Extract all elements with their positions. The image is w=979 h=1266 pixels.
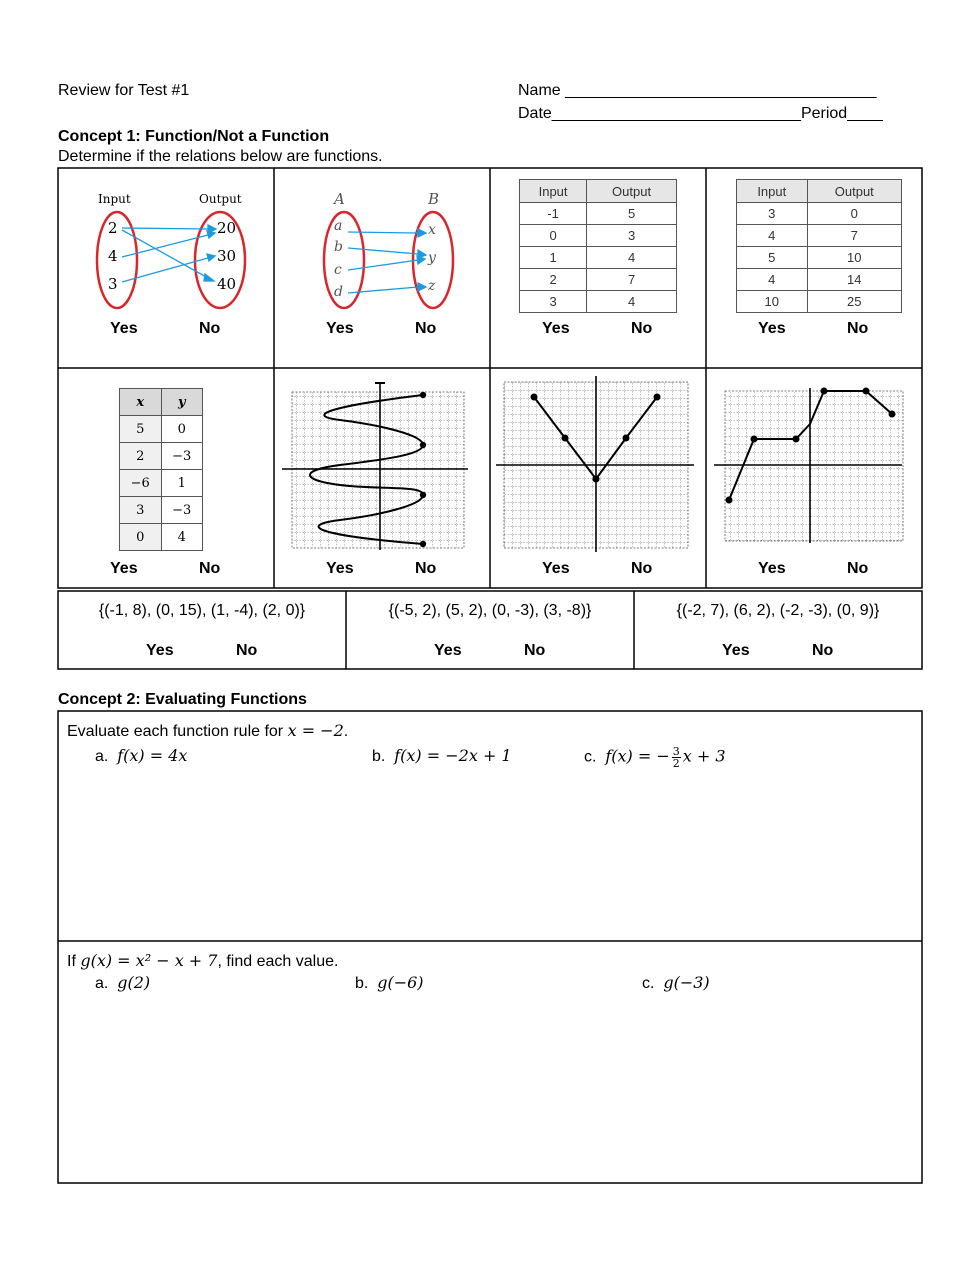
map1-output-label: Output bbox=[199, 192, 242, 206]
answer-no[interactable]: No bbox=[631, 560, 653, 577]
answer-no[interactable]: No bbox=[199, 560, 221, 577]
table3-cell: 0 bbox=[161, 416, 203, 443]
map2-range-label: B bbox=[428, 190, 440, 208]
map2-input-2: c bbox=[334, 262, 342, 278]
graph-wave bbox=[280, 380, 470, 552]
fraction-numerator: 3 bbox=[672, 745, 680, 758]
answer-yes[interactable]: Yes bbox=[326, 320, 354, 337]
table2-cell: 10 bbox=[737, 291, 808, 313]
evaluate-prompt-math: x = −2 bbox=[287, 721, 344, 740]
table-2 bbox=[736, 179, 902, 313]
problem-2a-label: a. bbox=[95, 975, 109, 992]
problem-1c-label: c. bbox=[584, 748, 597, 766]
answer-area-part2[interactable] bbox=[60, 1000, 920, 1180]
map1-output-2: 40 bbox=[217, 275, 237, 293]
answer-yes[interactable]: Yes bbox=[542, 560, 570, 577]
problem-1a-expr: f(x) = 4x bbox=[117, 746, 188, 765]
table2-cell: 4 bbox=[737, 269, 808, 291]
answer-yes[interactable]: Yes bbox=[758, 320, 786, 337]
answer-no[interactable]: No bbox=[415, 320, 437, 337]
table3-cell: −3 bbox=[161, 443, 203, 470]
answer-no[interactable]: No bbox=[812, 642, 834, 659]
table2-header-input: Input bbox=[737, 180, 808, 203]
table3-cell: 2 bbox=[120, 443, 162, 470]
table2-cell: 14 bbox=[807, 269, 901, 291]
table1-cell: 3 bbox=[587, 225, 677, 247]
mapping-diagram-1 bbox=[62, 180, 272, 310]
answer-yes[interactable]: Yes bbox=[110, 560, 138, 577]
table1-cell: 7 bbox=[587, 269, 677, 291]
map1-input-0: 2 bbox=[108, 219, 118, 237]
table1-header-input: Input bbox=[520, 180, 587, 203]
g-prompt-end: , find each value. bbox=[217, 953, 339, 970]
problem-1c-expr-left: f(x) = − bbox=[605, 746, 670, 766]
answer-no[interactable]: No bbox=[415, 560, 437, 577]
graph-v-shape bbox=[496, 374, 696, 554]
name-line[interactable]: Name ___________________________________ bbox=[518, 82, 877, 99]
table3-cell: 0 bbox=[120, 524, 162, 551]
map1-output-0: 20 bbox=[217, 219, 237, 237]
answer-no[interactable]: No bbox=[631, 320, 653, 337]
date-period-line[interactable]: Date____________________________Period____ bbox=[518, 105, 883, 122]
answer-no[interactable]: No bbox=[524, 642, 546, 659]
table-1 bbox=[519, 179, 677, 313]
mapping-diagram-2 bbox=[278, 180, 488, 310]
table1-cell: 3 bbox=[520, 291, 587, 313]
map1-input-1: 4 bbox=[108, 247, 118, 265]
answer-yes[interactable]: Yes bbox=[542, 320, 570, 337]
table2-cell: 3 bbox=[737, 203, 808, 225]
evaluate-prompt-text: Evaluate each function rule for bbox=[67, 723, 288, 740]
table2-cell: 5 bbox=[737, 247, 808, 269]
table2-header-output: Output bbox=[807, 180, 901, 203]
problem-2c-label: c. bbox=[642, 975, 655, 992]
table3-cell: 1 bbox=[161, 470, 203, 497]
g-prompt bbox=[67, 951, 338, 971]
table2-cell: 7 bbox=[807, 225, 901, 247]
problem-1b-expr: f(x) = −2x + 1 bbox=[394, 746, 512, 765]
concept1-instructions: Determine if the relations below are functions. bbox=[58, 148, 383, 165]
table1-cell: 1 bbox=[520, 247, 587, 269]
problem-1b-label: b. bbox=[372, 748, 386, 765]
table1-cell: 4 bbox=[587, 247, 677, 269]
map1-output-1: 30 bbox=[217, 247, 237, 265]
map2-input-3: d bbox=[334, 284, 343, 300]
problem-2b-label: b. bbox=[355, 975, 369, 992]
problem-1a bbox=[95, 746, 187, 766]
table2-cell: 0 bbox=[807, 203, 901, 225]
table2-cell: 10 bbox=[807, 247, 901, 269]
worksheet-title: Review for Test #1 bbox=[58, 82, 190, 99]
table2-cell: 25 bbox=[807, 291, 901, 313]
table3-cell: −3 bbox=[161, 497, 203, 524]
relation-set-3: {(-2, 7), (6, 2), (-2, -3), (0, 9)} bbox=[676, 602, 880, 619]
answer-no[interactable]: No bbox=[199, 320, 221, 337]
problem-2a bbox=[95, 973, 150, 993]
map2-output-0: x bbox=[428, 222, 436, 238]
concept2-heading: Concept 2: Evaluating Functions bbox=[58, 691, 307, 708]
fraction-denominator: 2 bbox=[672, 757, 680, 770]
problem-2c bbox=[642, 973, 710, 993]
table3-cell: −6 bbox=[120, 470, 162, 497]
table3-header-x: x bbox=[120, 389, 162, 416]
answer-no[interactable]: No bbox=[847, 320, 869, 337]
map2-domain-label: A bbox=[334, 190, 345, 208]
concept1-heading: Concept 1: Function/Not a Function bbox=[58, 128, 330, 145]
answer-no[interactable]: No bbox=[847, 560, 869, 577]
answer-yes[interactable]: Yes bbox=[758, 560, 786, 577]
problem-1c-expr-right: x + 3 bbox=[682, 746, 726, 766]
problem-2b-expr: g(−6) bbox=[377, 973, 424, 992]
answer-yes[interactable]: Yes bbox=[326, 560, 354, 577]
map2-input-1: b bbox=[334, 239, 343, 255]
problem-2b bbox=[355, 973, 424, 993]
answer-yes[interactable]: Yes bbox=[434, 642, 462, 659]
table1-header-output: Output bbox=[587, 180, 677, 203]
table1-cell: 0 bbox=[520, 225, 587, 247]
map1-input-2: 3 bbox=[108, 275, 118, 293]
table-3 bbox=[119, 388, 203, 551]
table1-cell: 4 bbox=[587, 291, 677, 313]
answer-area-part1[interactable] bbox=[60, 775, 920, 938]
relation-set-1: {(-1, 8), (0, 15), (1, -4), (2, 0)} bbox=[98, 602, 306, 619]
graph-piecewise bbox=[714, 380, 914, 545]
table1-cell: -1 bbox=[520, 203, 587, 225]
problem-2a-expr: g(2) bbox=[117, 973, 151, 992]
map2-output-2: z bbox=[428, 278, 436, 294]
table3-header-y: y bbox=[161, 389, 203, 416]
problem-1c-fraction bbox=[672, 746, 681, 769]
table3-cell: 4 bbox=[161, 524, 203, 551]
map1-input-label: Input bbox=[98, 192, 131, 206]
table3-cell: 3 bbox=[120, 497, 162, 524]
problem-2c-expr: g(−3) bbox=[663, 973, 710, 992]
relation-set-2: {(-5, 2), (5, 2), (0, -3), (3, -8)} bbox=[388, 602, 592, 619]
evaluate-prompt-end: . bbox=[343, 723, 349, 740]
table3-cell: 5 bbox=[120, 416, 162, 443]
g-prompt-math: g(x) = x² − x + 7 bbox=[80, 951, 218, 970]
problem-1c bbox=[584, 746, 726, 769]
table1-cell: 2 bbox=[520, 269, 587, 291]
map2-output-1: y bbox=[428, 250, 436, 266]
map2-input-0: a bbox=[334, 218, 343, 234]
table2-cell: 4 bbox=[737, 225, 808, 247]
answer-yes[interactable]: Yes bbox=[146, 642, 174, 659]
answer-no[interactable]: No bbox=[236, 642, 258, 659]
table1-cell: 5 bbox=[587, 203, 677, 225]
problem-1a-label: a. bbox=[95, 748, 109, 765]
answer-yes[interactable]: Yes bbox=[110, 320, 138, 337]
g-prompt-text: If bbox=[67, 953, 81, 970]
evaluate-prompt bbox=[67, 721, 348, 741]
problem-1b bbox=[372, 746, 512, 766]
answer-yes[interactable]: Yes bbox=[722, 642, 750, 659]
